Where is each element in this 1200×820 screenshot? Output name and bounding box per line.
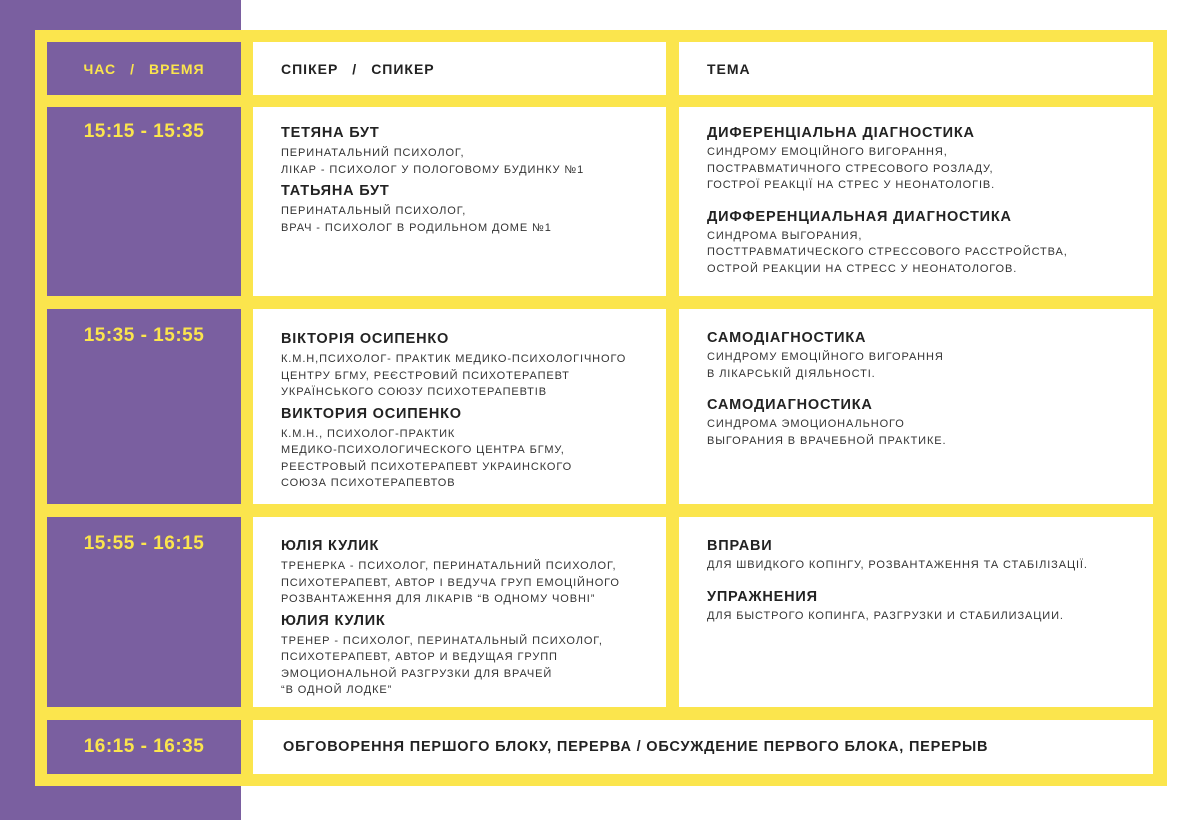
row-2-speaker-cell <box>253 309 666 504</box>
speaker-desc-line: ВРАЧ - ПСИХОЛОГ В РОДИЛЬНОМ ДОМЕ №1 <box>281 221 552 234</box>
topic-desc-line: СИНДРОМУ ЕМОЦІЙНОГО ВИГОРАННЯ <box>707 351 944 363</box>
speaker-desc-line: ТРЕНЕР - ПСИХОЛОГ, ПЕРИНАТАЛЬНЫЙ ПСИХОЛОГ, <box>281 634 603 647</box>
speaker-desc-line: ПСИХОТЕРАПЕВТ, АВТОР І ВЕДУЧА ГРУП ЕМОЦІЙНОГО <box>281 576 620 589</box>
topic-desc-line: ОСТРОЙ РЕАКЦИИ НА СТРЕСС У НЕОНАТОЛОГОВ. <box>707 262 1018 275</box>
break-time-cell <box>47 720 241 774</box>
header-topic-cell <box>679 42 1153 95</box>
topic-title: САМОДИАГНОСТИКА <box>707 397 873 413</box>
row-2-time: 15:35 - 15:55 <box>83 325 205 346</box>
topic-desc-line: ДЛЯ БЫСТРОГО КОПИНГА, РАЗГРУЗКИ И СТАБИЛИЗАЦИИ. <box>707 609 1064 622</box>
topic-desc-line: ПОСТРАВМАТИЧНОГО СТРЕСОВОГО РОЗЛАДУ, <box>707 162 994 175</box>
topic-desc-line: ВЫГОРАНИЯ В ВРАЧЕБНОЙ ПРАКТИКЕ. <box>707 434 947 447</box>
speaker-name: ВІКТОРІЯ ОСИПЕНКО <box>281 331 450 347</box>
topic-title: ДИФЕРЕНЦІАЛЬНА ДІАГНОСТИКА <box>707 125 975 141</box>
speaker-desc-line: МЕДИКО-ПСИХОЛОГИЧЕСКОГО ЦЕНТРА БГМУ, <box>281 444 565 456</box>
speaker-desc-line: РОЗВАНТАЖЕННЯ ДЛЯ ЛІКАРІВ “В ОДНОМУ ЧОВНІ” <box>281 593 596 605</box>
break-text-cell <box>253 720 1153 774</box>
topic-desc-line: ПОСТТРАВМАТИЧЕСКОГО СТРЕССОВОГО РАССТРОЙСТВА, <box>707 246 1068 258</box>
row-3-time: 15:55 - 16:15 <box>83 533 205 554</box>
speaker-name: ЮЛІЯ КУЛИК <box>281 538 380 554</box>
speaker-desc-line: РЕЕСТРОВЫЙ ПСИХОТЕРАПЕВТ УКРАИНСКОГО <box>281 460 573 473</box>
header-speaker-ua: СПІКЕР <box>281 60 339 77</box>
row-3-topic-cell <box>679 517 1153 707</box>
speaker-desc-line: ТРЕНЕРКА - ПСИХОЛОГ, ПЕРИНАТАЛЬНИЙ ПСИХОЛОГ, <box>281 560 617 572</box>
header-speaker-slash: / <box>352 60 358 77</box>
speaker-name: ВИКТОРИЯ ОСИПЕНКО <box>281 405 462 422</box>
header-time-slash: / <box>130 60 136 77</box>
topic-title: ВПРАВИ <box>707 538 773 554</box>
topic-desc-line: СИНДРОМУ ЕМОЦІЙНОГО ВИГОРАННЯ, <box>707 146 948 158</box>
row-1-time: 15:15 - 15:35 <box>83 121 205 142</box>
header-speaker-ru: СПИКЕР <box>371 60 435 77</box>
speaker-desc-line: ПЕРИНАТАЛЬНИЙ ПСИХОЛОГ, <box>281 147 465 159</box>
row-2-topic-cell <box>679 309 1153 504</box>
topic-title: ДИФФЕРЕНЦИАЛЬНАЯ ДИАГНОСТИКА <box>707 208 1012 225</box>
speaker-name: ТАТЬЯНА БУТ <box>281 183 390 199</box>
speaker-name: ТЕТЯНА БУТ <box>281 125 380 141</box>
topic-desc-line: ДЛЯ ШВИДКОГО КОПІНГУ, РОЗВАНТАЖЕННЯ ТА СТАБІЛІЗАЦІЇ. <box>707 559 1088 571</box>
header-time-ru: ВРЕМЯ <box>149 60 205 77</box>
speaker-desc-line: ЛІКАР - ПСИХОЛОГ У ПОЛОГОВОМУ БУДИНКУ №1 <box>281 163 585 176</box>
row-3-speaker-cell <box>253 517 666 707</box>
row-3-time-cell <box>47 517 241 707</box>
topic-desc-line: ГОСТРОЇ РЕАКЦІЇ НА СТРЕС У НЕОНАТОЛОГІВ. <box>707 179 996 191</box>
speaker-desc-line: К.М.Н., ПСИХОЛОГ-ПРАКТИК <box>281 427 456 440</box>
speaker-desc-line: СОЮЗА ПСИХОТЕРАПЕВТОВ <box>281 477 456 489</box>
break-text: ОБГОВОРЕННЯ ПЕРШОГО БЛОКУ, ПЕРЕРВА / ОБСУЖДЕНИЕ ПЕРВОГО БЛОКА, ПЕРЕРЫВ <box>283 739 989 755</box>
row-2-time-cell <box>47 309 241 504</box>
speaker-desc-line: ЭМОЦИОНАЛЬНОЙ РАЗГРУЗКИ ДЛЯ ВРАЧЕЙ <box>281 667 553 680</box>
header-time-ua: ЧАС <box>83 60 117 77</box>
speaker-desc-line: ПСИХОТЕРАПЕВТ, АВТОР И ВЕДУЩАЯ ГРУПП <box>281 651 558 663</box>
topic-desc-line: В ЛІКАРСЬКІЙ ДІЯЛЬНОСТІ. <box>707 367 876 380</box>
speaker-desc-line: ПЕРИНАТАЛЬНЫЙ ПСИХОЛОГ, <box>281 205 467 217</box>
speaker-name: ЮЛИЯ КУЛИК <box>281 612 386 629</box>
break-time: 16:15 - 16:35 <box>83 736 205 757</box>
header-topic: ТЕМА <box>707 60 751 77</box>
row-1-topic-cell <box>679 107 1153 296</box>
speaker-desc-line: УКРАЇНСЬКОГО СОЮЗУ ПСИХОТЕРАПЕВТІВ <box>281 386 547 398</box>
row-1-time-cell <box>47 107 241 296</box>
speaker-desc-line: К.М.Н,ПСИХОЛОГ- ПРАКТИК МЕДИКО-ПСИХОЛОГІЧНОГО <box>281 353 627 365</box>
speaker-desc-line: “В ОДНОЙ ЛОДКЕ” <box>281 684 393 696</box>
topic-desc-line: СИНДРОМА ВЫГОРАНИЯ, <box>707 229 863 242</box>
row-1-speaker-cell <box>253 107 666 296</box>
topic-title: УПРАЖНЕНИЯ <box>707 588 818 605</box>
header-speaker-cell <box>253 42 666 95</box>
speaker-desc-line: ЦЕНТРУ БГМУ, РЕЄСТРОВИЙ ПСИХОТЕРАПЕВТ <box>281 369 570 382</box>
topic-desc-line: СИНДРОМА ЭМОЦИОНАЛЬНОГО <box>707 418 905 430</box>
topic-title: САМОДІАГНОСТИКА <box>707 330 867 346</box>
schedule-table <box>35 30 1167 786</box>
header-time-cell <box>47 42 241 95</box>
